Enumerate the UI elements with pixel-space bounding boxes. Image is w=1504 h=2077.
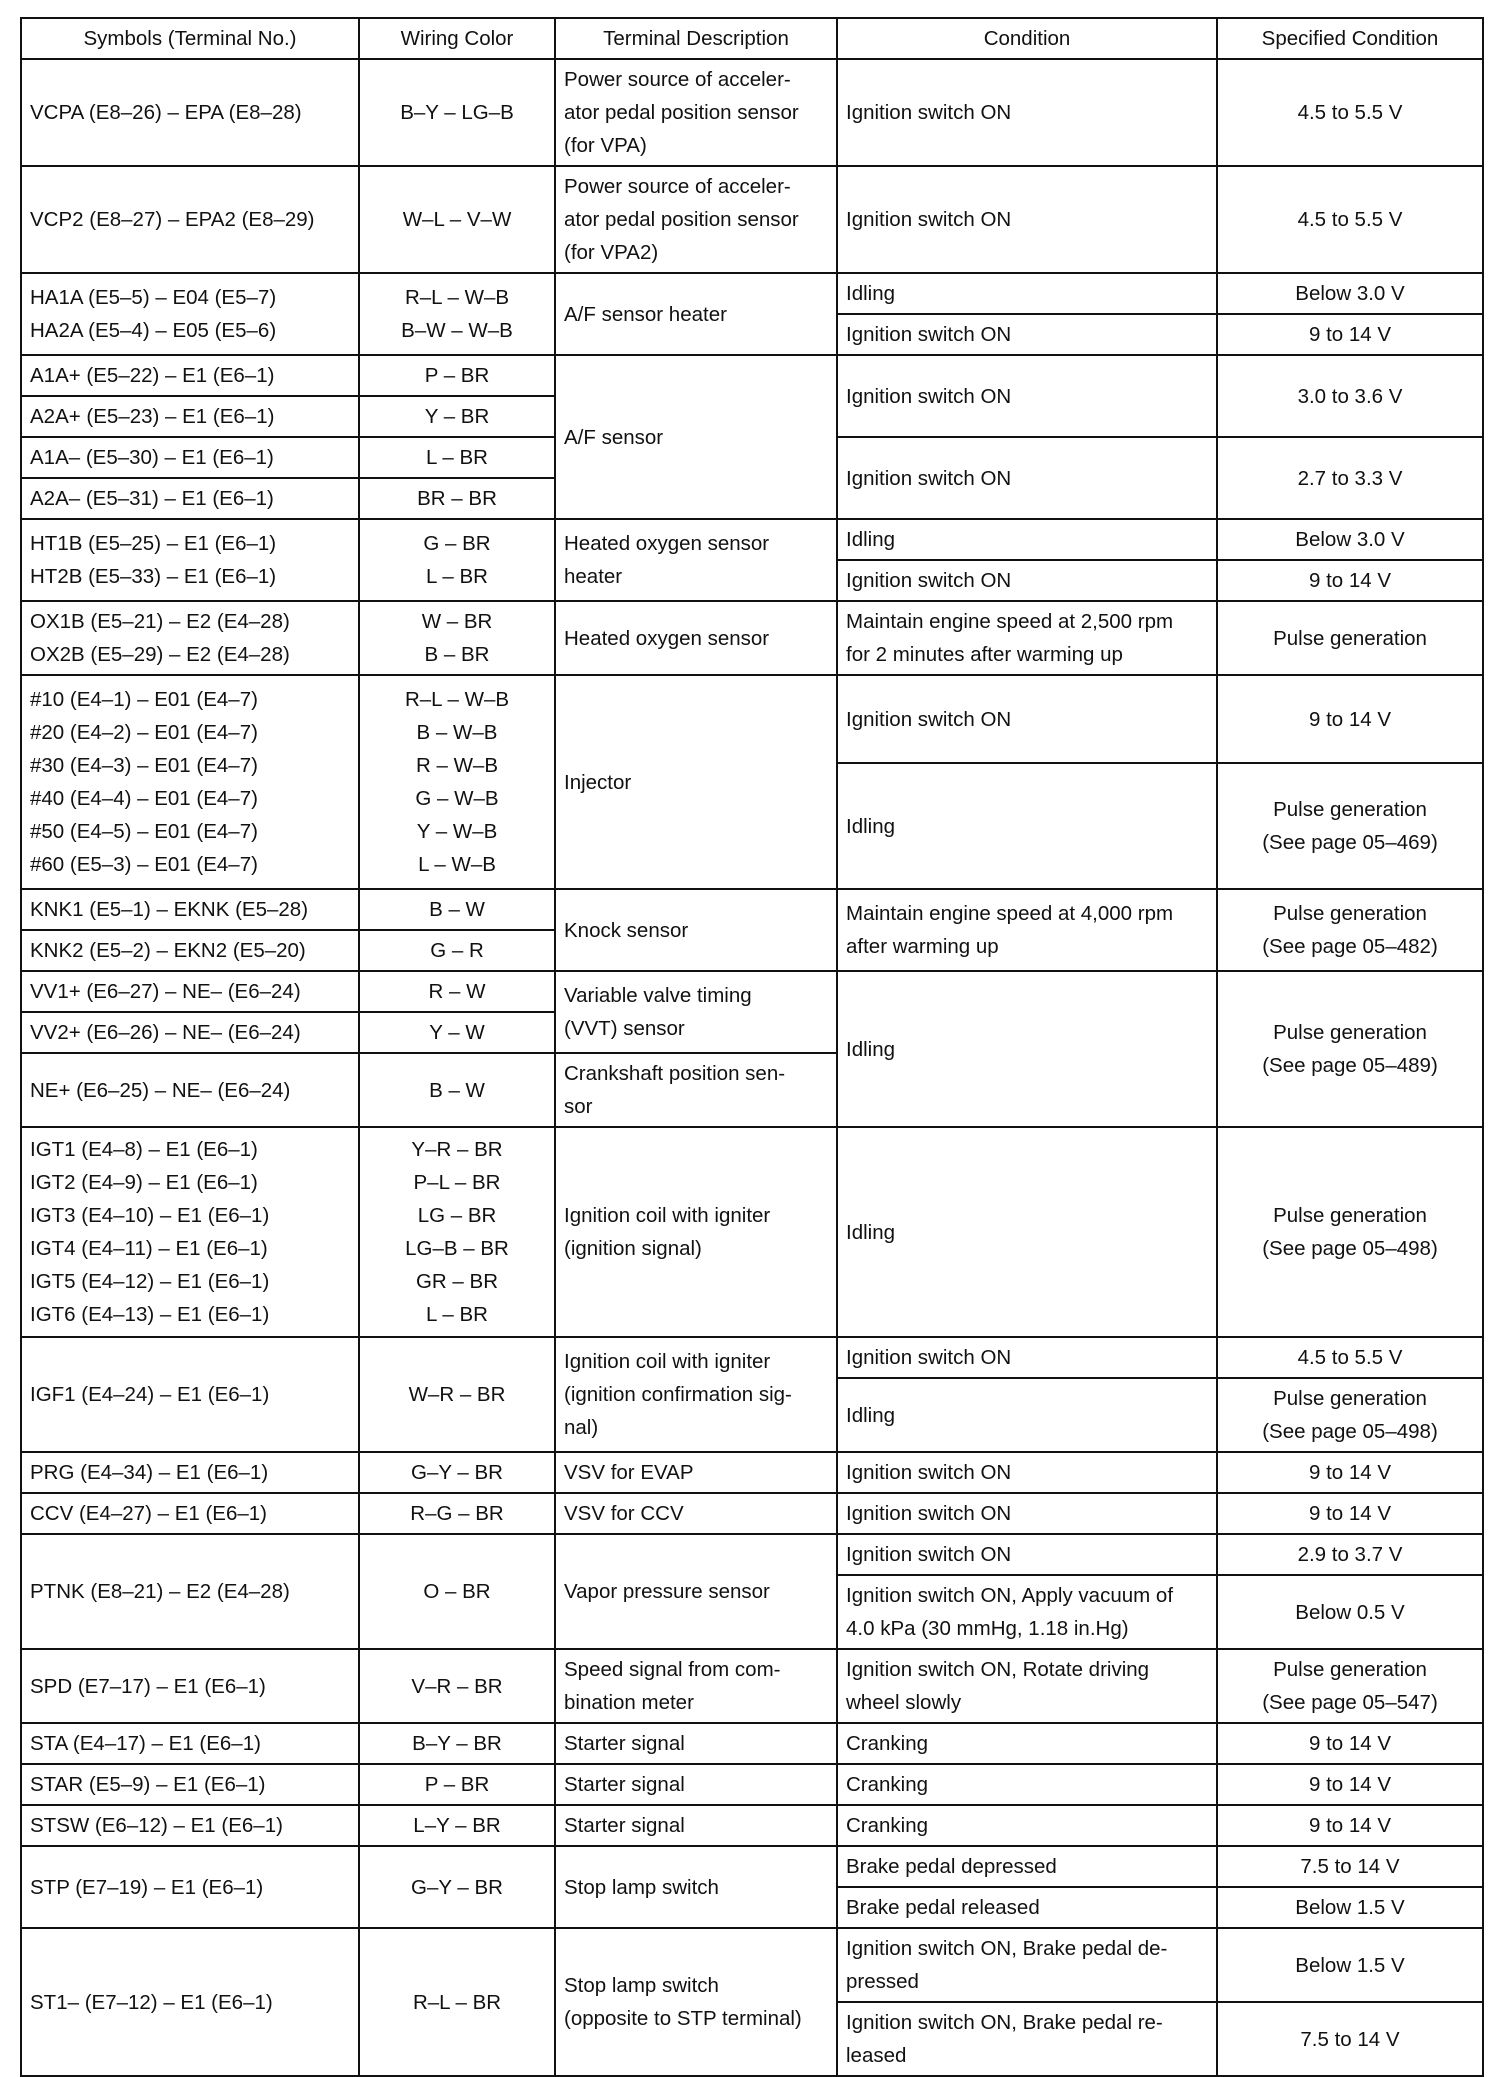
- header-condition: Condition: [837, 18, 1217, 59]
- condition-cell: Cranking: [837, 1764, 1217, 1805]
- specified-condition-cell: 9 to 14 V: [1217, 675, 1483, 763]
- table-row: [21, 1846, 1483, 1887]
- condition-cell: Idling: [837, 1378, 1217, 1452]
- specified-condition-cell: 4.5 to 5.5 V: [1217, 59, 1483, 166]
- specified-condition-cell: 4.5 to 5.5 V: [1217, 166, 1483, 273]
- table-row: [21, 273, 1483, 314]
- table-row: [21, 675, 1483, 763]
- specified-condition-cell: Pulse generation (See page 05–469): [1217, 763, 1483, 889]
- table-row: [21, 1493, 1483, 1534]
- specified-condition-cell: Below 0.5 V: [1217, 1575, 1483, 1649]
- symbol-cell: PTNK (E8–21) – E2 (E4–28): [21, 1534, 359, 1649]
- specified-condition-cell: Pulse generation (See page 05–489): [1217, 971, 1483, 1127]
- wiring-color-cell: L–Y – BR: [359, 1805, 555, 1846]
- symbol-cell: A2A– (E5–31) – E1 (E6–1): [21, 478, 359, 519]
- wiring-color-cell: R–L – W–B B–W – W–B: [359, 273, 555, 355]
- symbol-cell: A2A+ (E5–23) – E1 (E6–1): [21, 396, 359, 437]
- condition-cell: Ignition switch ON: [837, 1493, 1217, 1534]
- wiring-color-cell: B–Y – BR: [359, 1723, 555, 1764]
- condition-cell: Cranking: [837, 1723, 1217, 1764]
- condition-cell: Ignition switch ON, Apply vacuum of 4.0 kPa (30 mmHg, 1.18 in.Hg): [837, 1575, 1217, 1649]
- wiring-color-cell: R–G – BR: [359, 1493, 555, 1534]
- table-row: [21, 1452, 1483, 1493]
- header-wiring-color: Wiring Color: [359, 18, 555, 59]
- specified-condition-cell: 2.7 to 3.3 V: [1217, 437, 1483, 519]
- specified-condition-cell: 2.9 to 3.7 V: [1217, 1534, 1483, 1575]
- terminal-description-cell: VSV for CCV: [555, 1493, 837, 1534]
- symbol-cell: PRG (E4–34) – E1 (E6–1): [21, 1452, 359, 1493]
- table-row: [21, 1649, 1483, 1723]
- specified-condition-cell: 9 to 14 V: [1217, 1493, 1483, 1534]
- symbol-cell: IGT1 (E4–8) – E1 (E6–1) IGT2 (E4–9) – E1 (E6–1) IGT3 (E4–10) – E1 (E6–1) IGT4 (E4–11) – E1 (E6–1) IGT5 (E4–12) – E1 (E6–1) IGT6 (E4–13) – E1 (E6–1): [21, 1127, 359, 1337]
- table-row: [21, 1723, 1483, 1764]
- terminal-description-cell: A/F sensor: [555, 355, 837, 519]
- symbol-cell: STA (E4–17) – E1 (E6–1): [21, 1723, 359, 1764]
- table-row: [21, 1534, 1483, 1575]
- symbol-cell: OX1B (E5–21) – E2 (E4–28) OX2B (E5–29) – E2 (E4–28): [21, 601, 359, 675]
- specified-condition-cell: 9 to 14 V: [1217, 1764, 1483, 1805]
- wiring-color-cell: R–L – W–B B – W–B R – W–B G – W–B Y – W–B L – W–B: [359, 675, 555, 889]
- specified-condition-cell: Below 1.5 V: [1217, 1928, 1483, 2002]
- terminal-inspection-table: [20, 17, 1484, 2077]
- symbol-cell: A1A+ (E5–22) – E1 (E6–1): [21, 355, 359, 396]
- wiring-color-cell: G–Y – BR: [359, 1846, 555, 1928]
- condition-cell: Ignition switch ON: [837, 355, 1217, 437]
- terminal-description-cell: Power source of acceler- ator pedal position sensor (for VPA): [555, 59, 837, 166]
- terminal-description-cell: Ignition coil with igniter (ignition confirmation sig- nal): [555, 1337, 837, 1452]
- specified-condition-cell: Pulse generation (See page 05–482): [1217, 889, 1483, 971]
- terminal-description-cell: Variable valve timing (VVT) sensor: [555, 971, 837, 1053]
- specified-condition-cell: Pulse generation: [1217, 601, 1483, 675]
- wiring-color-cell: V–R – BR: [359, 1649, 555, 1723]
- symbol-cell: CCV (E4–27) – E1 (E6–1): [21, 1493, 359, 1534]
- wiring-color-cell: P – BR: [359, 1764, 555, 1805]
- terminal-description-cell: Heated oxygen sensor heater: [555, 519, 837, 601]
- condition-cell: Idling: [837, 273, 1217, 314]
- wiring-color-cell: P – BR: [359, 355, 555, 396]
- wiring-color-cell: G–Y – BR: [359, 1452, 555, 1493]
- terminal-description-cell: Speed signal from com- bination meter: [555, 1649, 837, 1723]
- condition-cell: Cranking: [837, 1805, 1217, 1846]
- wiring-color-cell: L – BR: [359, 437, 555, 478]
- terminal-description-cell: Injector: [555, 675, 837, 889]
- wiring-color-cell: Y – W: [359, 1012, 555, 1053]
- condition-cell: Ignition switch ON: [837, 437, 1217, 519]
- condition-cell: Ignition switch ON, Rotate driving wheel slowly: [837, 1649, 1217, 1723]
- symbol-cell: VV2+ (E6–26) – NE– (E6–24): [21, 1012, 359, 1053]
- condition-cell: Idling: [837, 519, 1217, 560]
- table-row: [21, 59, 1483, 166]
- table-row: [21, 1127, 1483, 1337]
- terminal-description-cell: Vapor pressure sensor: [555, 1534, 837, 1649]
- symbol-cell: #10 (E4–1) – E01 (E4–7) #20 (E4–2) – E01 (E4–7) #30 (E4–3) – E01 (E4–7) #40 (E4–4) – E01 (E4–7) #50 (E4–5) – E01 (E4–7) #60 (E5–3) – E01 (E4–7): [21, 675, 359, 889]
- table-row: [21, 1805, 1483, 1846]
- symbol-cell: VV1+ (E6–27) – NE– (E6–24): [21, 971, 359, 1012]
- wiring-color-cell: G – R: [359, 930, 555, 971]
- specified-condition-cell: 9 to 14 V: [1217, 560, 1483, 601]
- specified-condition-cell: 7.5 to 14 V: [1217, 1846, 1483, 1887]
- condition-cell: Maintain engine speed at 2,500 rpm for 2 minutes after warming up: [837, 601, 1217, 675]
- specified-condition-cell: 9 to 14 V: [1217, 314, 1483, 355]
- symbol-cell: KNK1 (E5–1) – EKNK (E5–28): [21, 889, 359, 930]
- wiring-color-cell: G – BR L – BR: [359, 519, 555, 601]
- wiring-color-cell: R – W: [359, 971, 555, 1012]
- specified-condition-cell: 9 to 14 V: [1217, 1452, 1483, 1493]
- specified-condition-cell: Below 1.5 V: [1217, 1887, 1483, 1928]
- terminal-description-cell: Starter signal: [555, 1764, 837, 1805]
- symbol-cell: ST1– (E7–12) – E1 (E6–1): [21, 1928, 359, 2076]
- specified-condition-cell: Pulse generation (See page 05–547): [1217, 1649, 1483, 1723]
- condition-cell: Ignition switch ON: [837, 1534, 1217, 1575]
- symbol-cell: IGF1 (E4–24) – E1 (E6–1): [21, 1337, 359, 1452]
- condition-cell: Idling: [837, 763, 1217, 889]
- table-row: [21, 1764, 1483, 1805]
- symbol-cell: STP (E7–19) – E1 (E6–1): [21, 1846, 359, 1928]
- condition-cell: Ignition switch ON: [837, 59, 1217, 166]
- wiring-color-cell: B – W: [359, 889, 555, 930]
- symbol-cell: STAR (E5–9) – E1 (E6–1): [21, 1764, 359, 1805]
- wiring-color-cell: B – W: [359, 1053, 555, 1127]
- wiring-color-cell: R–L – BR: [359, 1928, 555, 2076]
- terminal-description-cell: Ignition coil with igniter (ignition signal): [555, 1127, 837, 1337]
- wiring-color-cell: B–Y – LG–B: [359, 59, 555, 166]
- condition-cell: Maintain engine speed at 4,000 rpm after warming up: [837, 889, 1217, 971]
- header-terminal-description: Terminal Description: [555, 18, 837, 59]
- terminal-description-cell: A/F sensor heater: [555, 273, 837, 355]
- table-header-row: [21, 18, 1483, 59]
- table-row: [21, 519, 1483, 560]
- terminal-description-cell: Power source of acceler- ator pedal position sensor (for VPA2): [555, 166, 837, 273]
- table-row: [21, 355, 1483, 396]
- header-specified-condition: Specified Condition: [1217, 18, 1483, 59]
- condition-cell: Ignition switch ON: [837, 314, 1217, 355]
- wiring-color-cell: W–L – V–W: [359, 166, 555, 273]
- specified-condition-cell: 7.5 to 14 V: [1217, 2002, 1483, 2076]
- symbol-cell: STSW (E6–12) – E1 (E6–1): [21, 1805, 359, 1846]
- wiring-color-cell: O – BR: [359, 1534, 555, 1649]
- terminal-description-cell: Stop lamp switch: [555, 1846, 837, 1928]
- terminal-description-cell: VSV for EVAP: [555, 1452, 837, 1493]
- symbol-cell: SPD (E7–17) – E1 (E6–1): [21, 1649, 359, 1723]
- specified-condition-cell: Below 3.0 V: [1217, 273, 1483, 314]
- condition-cell: Brake pedal depressed: [837, 1846, 1217, 1887]
- condition-cell: Brake pedal released: [837, 1887, 1217, 1928]
- table-row: [21, 1928, 1483, 2002]
- wiring-color-cell: BR – BR: [359, 478, 555, 519]
- specified-condition-cell: 9 to 14 V: [1217, 1805, 1483, 1846]
- symbol-cell: A1A– (E5–30) – E1 (E6–1): [21, 437, 359, 478]
- wiring-color-cell: W – BR B – BR: [359, 601, 555, 675]
- table-body: [21, 59, 1483, 2076]
- specified-condition-cell: 3.0 to 3.6 V: [1217, 355, 1483, 437]
- wiring-color-cell: Y – BR: [359, 396, 555, 437]
- terminal-description-cell: Crankshaft position sen- sor: [555, 1053, 837, 1127]
- table-row: [21, 971, 1483, 1012]
- table-row: [21, 601, 1483, 675]
- condition-cell: Ignition switch ON, Brake pedal de- pressed: [837, 1928, 1217, 2002]
- specified-condition-cell: Pulse generation (See page 05–498): [1217, 1378, 1483, 1452]
- table-row: [21, 1337, 1483, 1378]
- symbol-cell: VCP2 (E8–27) – EPA2 (E8–29): [21, 166, 359, 273]
- condition-cell: Ignition switch ON: [837, 166, 1217, 273]
- condition-cell: Ignition switch ON, Brake pedal re- leased: [837, 2002, 1217, 2076]
- symbol-cell: KNK2 (E5–2) – EKN2 (E5–20): [21, 930, 359, 971]
- wiring-color-cell: Y–R – BR P–L – BR LG – BR LG–B – BR GR – BR L – BR: [359, 1127, 555, 1337]
- specified-condition-cell: 9 to 14 V: [1217, 1723, 1483, 1764]
- specified-condition-cell: Pulse generation (See page 05–498): [1217, 1127, 1483, 1337]
- table-row: [21, 166, 1483, 273]
- condition-cell: Ignition switch ON: [837, 1452, 1217, 1493]
- condition-cell: Ignition switch ON: [837, 675, 1217, 763]
- symbol-cell: NE+ (E6–25) – NE– (E6–24): [21, 1053, 359, 1127]
- symbol-cell: HA1A (E5–5) – E04 (E5–7) HA2A (E5–4) – E05 (E5–6): [21, 273, 359, 355]
- specified-condition-cell: Below 3.0 V: [1217, 519, 1483, 560]
- terminal-description-cell: Knock sensor: [555, 889, 837, 971]
- wiring-color-cell: W–R – BR: [359, 1337, 555, 1452]
- symbol-cell: VCPA (E8–26) – EPA (E8–28): [21, 59, 359, 166]
- condition-cell: Idling: [837, 971, 1217, 1127]
- terminal-description-cell: Starter signal: [555, 1805, 837, 1846]
- condition-cell: Idling: [837, 1127, 1217, 1337]
- condition-cell: Ignition switch ON: [837, 560, 1217, 601]
- condition-cell: Ignition switch ON: [837, 1337, 1217, 1378]
- header-symbols: Symbols (Terminal No.): [21, 18, 359, 59]
- terminal-description-cell: Heated oxygen sensor: [555, 601, 837, 675]
- symbol-cell: HT1B (E5–25) – E1 (E6–1) HT2B (E5–33) – E1 (E6–1): [21, 519, 359, 601]
- table-row: [21, 889, 1483, 930]
- terminal-description-cell: Stop lamp switch (opposite to STP terminal): [555, 1928, 837, 2076]
- specified-condition-cell: 4.5 to 5.5 V: [1217, 1337, 1483, 1378]
- terminal-description-cell: Starter signal: [555, 1723, 837, 1764]
